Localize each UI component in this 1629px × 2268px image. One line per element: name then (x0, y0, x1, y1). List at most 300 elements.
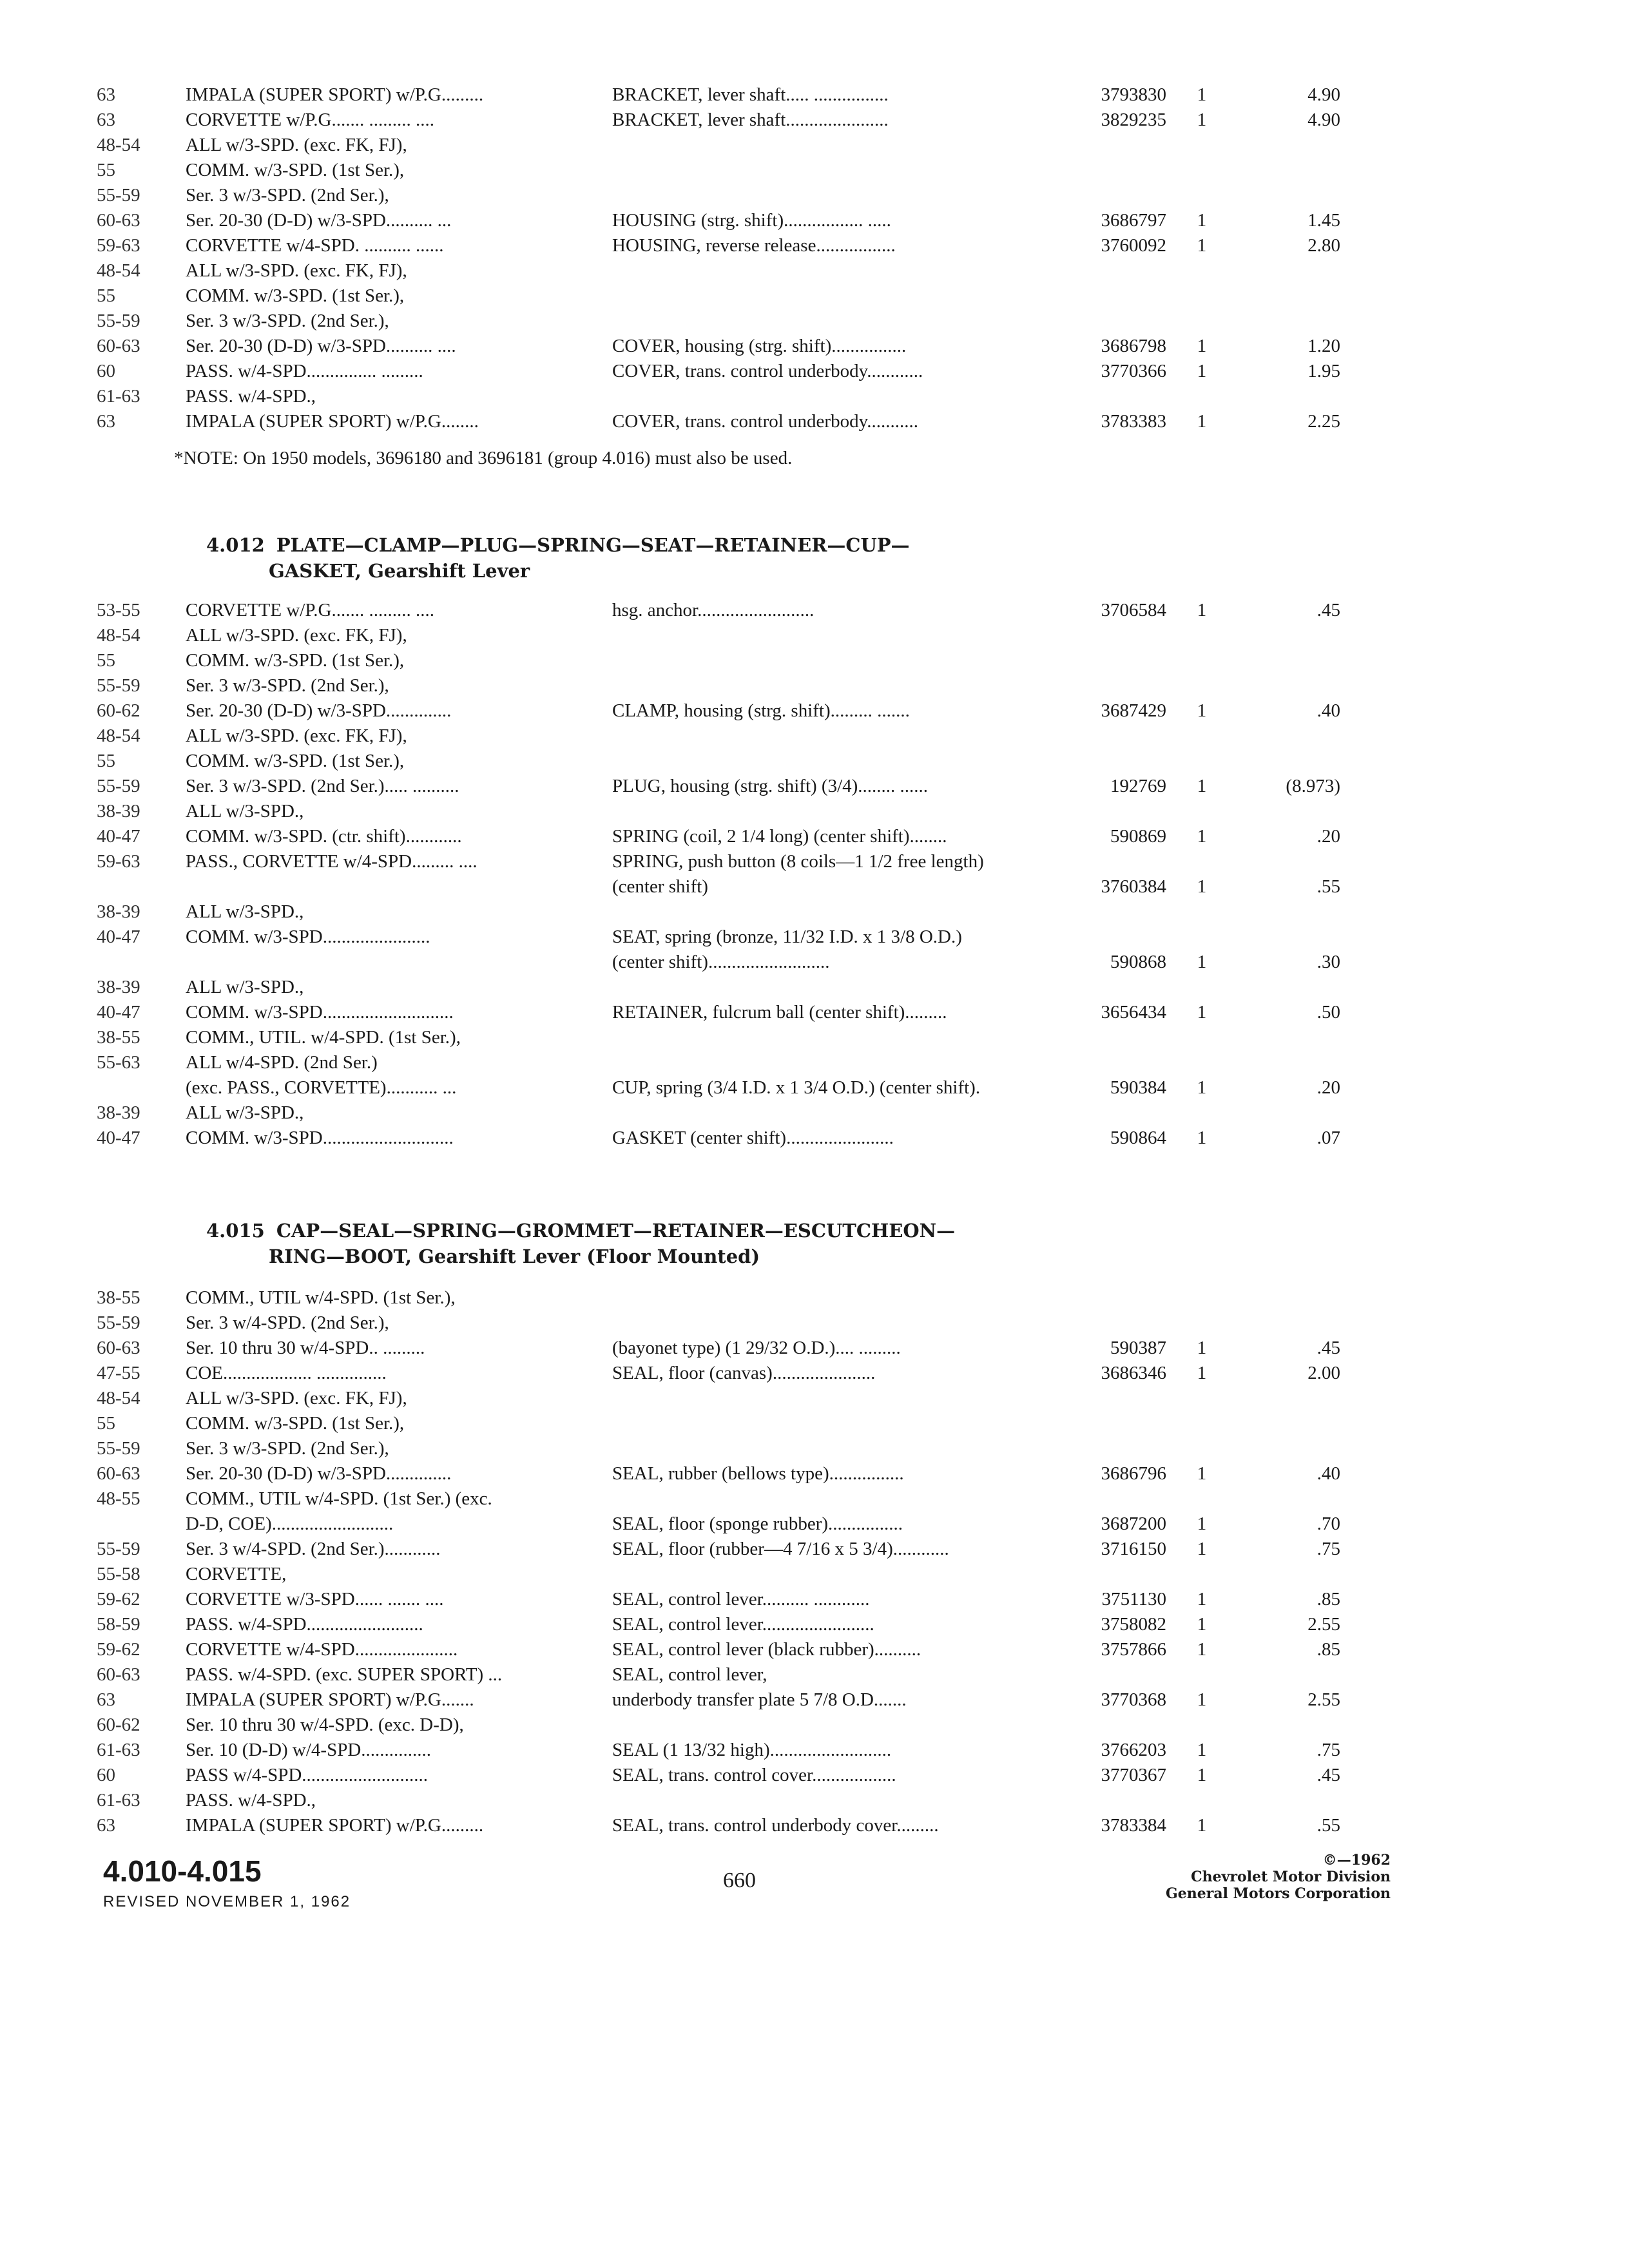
table-row (97, 1336, 1385, 1361)
table-row (97, 874, 1385, 899)
year-range: 59-62 (97, 1639, 140, 1660)
table-row (97, 158, 1385, 183)
part-number: 3706584 (1101, 600, 1166, 620)
quantity: 1 (1197, 1740, 1207, 1760)
table-row (97, 975, 1385, 1000)
year-range: 38-39 (97, 801, 140, 822)
table-row (97, 774, 1385, 799)
table-row (97, 1486, 1385, 1512)
application: Ser. 3 w/3-SPD. (2nd Ser.)..... .......... (186, 776, 459, 796)
year-range: 55-58 (97, 1564, 140, 1584)
part-number: 3757866 (1101, 1639, 1166, 1660)
application: Ser. 3 w/3-SPD. (2nd Ser.), (186, 311, 389, 331)
part-description: RETAINER, fulcrum ball (center shift)......... (612, 1002, 947, 1023)
part-description: CLAMP, housing (strg. shift)......... ....... (612, 700, 910, 721)
part-number: 3751130 (1101, 1589, 1166, 1610)
year-range: 63 (97, 84, 115, 105)
application: D-D, COE).......................... (186, 1514, 394, 1534)
year-range: 59-63 (97, 851, 140, 872)
part-number: 3793830 (1101, 84, 1166, 105)
part-description: SEAL, control lever (black rubber).......... (612, 1639, 921, 1660)
table-row (97, 1311, 1385, 1336)
application: ALL w/3-SPD., (186, 977, 304, 997)
year-range: 53-55 (97, 600, 140, 620)
year-range: 60-63 (97, 1664, 140, 1685)
table-row (97, 1612, 1385, 1637)
footer-left (103, 1854, 351, 1911)
application: ALL w/3-SPD. (exc. FK, FJ), (186, 1388, 407, 1408)
quantity: 1 (1197, 1463, 1207, 1484)
footer-right (1166, 1852, 1391, 1902)
year-range: 63 (97, 1815, 115, 1836)
quantity: 1 (1197, 411, 1207, 432)
table-row (97, 673, 1385, 698)
quantity: 1 (1197, 1689, 1207, 1710)
quantity: 1 (1197, 1765, 1207, 1785)
part-number: 3770367 (1101, 1765, 1166, 1785)
table-row (97, 133, 1385, 158)
copyright: ©—1962 (1322, 1852, 1391, 1869)
part-description: SEAL, control lever........................ (612, 1614, 874, 1635)
application: COMM., UTIL. w/4-SPD. (1st Ser.), (186, 1027, 461, 1048)
application: Ser. 3 w/4-SPD. (2nd Ser.), (186, 1312, 389, 1333)
table-row (97, 849, 1385, 874)
year-range: 40-47 (97, 927, 140, 947)
year-range: 38-55 (97, 1027, 140, 1048)
table-row (97, 1637, 1385, 1662)
application: Ser. 10 (D-D) w/4-SPD............... (186, 1740, 432, 1760)
price: .70 (1316, 1514, 1340, 1534)
part-number: 3783383 (1101, 411, 1166, 432)
application: IMPALA (SUPER SPORT) w/P.G......... (186, 1815, 484, 1836)
quantity: 1 (1197, 1077, 1207, 1098)
part-number: 590864 (1110, 1128, 1166, 1148)
application: Ser. 3 w/3-SPD. (2nd Ser.), (186, 185, 389, 206)
part-number: 3829235 (1101, 110, 1166, 130)
year-range: 59-62 (97, 1589, 140, 1610)
part-number: 3783384 (1101, 1815, 1166, 1836)
year-range: 61-63 (97, 1790, 140, 1811)
application: COMM. w/3-SPD. (1st Ser.), (186, 1413, 405, 1434)
year-range: 40-47 (97, 1128, 140, 1148)
price: .20 (1316, 1077, 1340, 1098)
year-range: 60-63 (97, 1463, 140, 1484)
year-range: 55 (97, 285, 115, 306)
application: ALL w/3-SPD. (exc. FK, FJ), (186, 726, 407, 746)
table-row (97, 1361, 1385, 1386)
year-range: 60-63 (97, 1338, 140, 1358)
price: 1.95 (1307, 361, 1340, 381)
year-range: 55-59 (97, 1312, 140, 1333)
table-row (97, 409, 1385, 434)
quantity: 1 (1197, 1614, 1207, 1635)
application: Ser. 3 w/3-SPD. (2nd Ser.), (186, 1438, 389, 1459)
application: COMM. w/3-SPD. (1st Ser.), (186, 285, 405, 306)
part-number: 590384 (1110, 1077, 1166, 1098)
price: 2.25 (1307, 411, 1340, 432)
table-row (97, 108, 1385, 133)
part-number: 3760384 (1101, 876, 1166, 897)
table-row (97, 698, 1385, 724)
quantity: 1 (1197, 235, 1207, 256)
application: ALL w/3-SPD. (exc. FK, FJ), (186, 625, 407, 646)
year-range: 59-63 (97, 235, 140, 256)
year-range: 63 (97, 411, 115, 432)
quantity: 1 (1197, 1639, 1207, 1660)
application: CORVETTE w/3-SPD...... ....... .... (186, 1589, 444, 1610)
part-number: 590387 (1110, 1338, 1166, 1358)
table-row (97, 623, 1385, 648)
table-row (97, 950, 1385, 975)
application: Ser. 20-30 (D-D) w/3-SPD.......... .... (186, 336, 456, 356)
application: CORVETTE w/4-SPD. .......... ...... (186, 235, 444, 256)
application: Ser. 10 thru 30 w/4-SPD. (exc. D-D), (186, 1715, 464, 1735)
price: .07 (1316, 1128, 1340, 1148)
year-range: 55 (97, 1413, 115, 1434)
parts-table-4015 (97, 1285, 1385, 1838)
table-row (97, 1813, 1385, 1838)
part-number: 3770366 (1101, 361, 1166, 381)
table-row (97, 1687, 1385, 1713)
price: .55 (1316, 876, 1340, 897)
table-row (97, 1713, 1385, 1738)
price: .40 (1316, 1463, 1340, 1484)
part-number: 590869 (1110, 826, 1166, 847)
table-row (97, 208, 1385, 233)
part-number: 3766203 (1101, 1740, 1166, 1760)
part-description: SEAL (1 13/32 high).......................... (612, 1740, 892, 1760)
price: .75 (1316, 1740, 1340, 1760)
table-row (97, 598, 1385, 623)
part-number: 3687429 (1101, 700, 1166, 721)
parts-table-4012 (97, 598, 1385, 1151)
price: .85 (1316, 1639, 1340, 1660)
price: .45 (1316, 1338, 1340, 1358)
part-description: SEAT, spring (bronze, 11/32 I.D. x 1 3/8 O.D.) (612, 927, 962, 947)
division-name: Chevrolet Motor Division (1191, 1869, 1391, 1885)
table-row (97, 799, 1385, 824)
quantity: 1 (1197, 336, 1207, 356)
price: 2.55 (1307, 1689, 1340, 1710)
table-row (97, 82, 1385, 108)
table-row (97, 258, 1385, 284)
year-range: 55-59 (97, 1539, 140, 1559)
part-number: 3758082 (1101, 1614, 1166, 1635)
table-row (97, 724, 1385, 749)
section-heading-4015 (206, 1218, 955, 1269)
application: ALL w/3-SPD., (186, 801, 304, 822)
quantity: 1 (1197, 210, 1207, 231)
year-range: 60-62 (97, 700, 140, 721)
part-description: (center shift) (612, 876, 708, 897)
application: COMM. w/3-SPD....................... (186, 927, 430, 947)
year-range: 60-62 (97, 1715, 140, 1735)
part-number: 3686346 (1101, 1363, 1166, 1383)
application: Ser. 20-30 (D-D) w/3-SPD.............. (186, 1463, 452, 1484)
quantity: 1 (1197, 1514, 1207, 1534)
application: IMPALA (SUPER SPORT) w/P.G....... (186, 1689, 474, 1710)
part-number: 3770368 (1101, 1689, 1166, 1710)
section-number: 4.012 (206, 534, 265, 556)
application: ALL w/4-SPD. (2nd Ser.) (186, 1052, 378, 1073)
part-description: CUP, spring (3/4 I.D. x 1 3/4 O.D.) (center shift). (612, 1077, 981, 1098)
part-number: 3687200 (1101, 1514, 1166, 1534)
part-description: (bayonet type) (1 29/32 O.D.).... ......... (612, 1338, 901, 1358)
table-row (97, 1025, 1385, 1050)
part-number: 3716150 (1101, 1539, 1166, 1559)
year-range: 40-47 (97, 826, 140, 847)
year-range: 55-59 (97, 185, 140, 206)
application: PASS. w/4-SPD......................... (186, 1614, 423, 1635)
part-description: hsg. anchor......................... (612, 600, 815, 620)
application: PASS. w/4-SPD., (186, 1790, 316, 1811)
part-description: SEAL, trans. control underbody cover......... (612, 1815, 939, 1836)
quantity: 1 (1197, 1589, 1207, 1610)
table-row (97, 384, 1385, 409)
part-description: BRACKET, lever shaft..... ................ (612, 84, 889, 105)
year-range: 48-54 (97, 625, 140, 646)
corporation-name: General Motors Corporation (1165, 1885, 1391, 1902)
price: 4.90 (1307, 110, 1340, 130)
year-range: 47-55 (97, 1363, 140, 1383)
table-row (97, 233, 1385, 258)
table-row (97, 1000, 1385, 1025)
application: Ser. 3 w/4-SPD. (2nd Ser.)............ (186, 1539, 441, 1559)
application: COMM. w/3-SPD. (1st Ser.), (186, 650, 405, 671)
quantity: 1 (1197, 1815, 1207, 1836)
table-row (97, 1411, 1385, 1436)
part-number: 3760092 (1101, 235, 1166, 256)
quantity: 1 (1197, 600, 1207, 620)
price: 2.80 (1307, 235, 1340, 256)
price: .20 (1316, 826, 1340, 847)
table-row (97, 1100, 1385, 1126)
part-description: HOUSING, reverse release................. (612, 235, 896, 256)
application: CORVETTE w/P.G....... ......... .... (186, 110, 434, 130)
table-row (97, 1587, 1385, 1612)
table-row (97, 1562, 1385, 1587)
table-row (97, 1126, 1385, 1151)
application: Ser. 10 thru 30 w/4-SPD.. ......... (186, 1338, 425, 1358)
application: Ser. 3 w/3-SPD. (2nd Ser.), (186, 675, 389, 696)
year-range: 60 (97, 1765, 115, 1785)
table-row (97, 899, 1385, 925)
application: CORVETTE, (186, 1564, 287, 1584)
application: COMM. w/3-SPD. (1st Ser.), (186, 160, 405, 180)
table-row (97, 648, 1385, 673)
year-range: 60-63 (97, 210, 140, 231)
price: 1.45 (1307, 210, 1340, 231)
part-description: PLUG, housing (strg. shift) (3/4)........ ...... (612, 776, 929, 796)
table-row (97, 359, 1385, 384)
part-number: 590868 (1110, 952, 1166, 972)
part-description: SEAL, floor (sponge rubber)................ (612, 1514, 903, 1534)
year-range: 38-39 (97, 1102, 140, 1123)
section-title-line1: CAP—SEAL—SPRING—GROMMET—RETAINER—ESCUTCHEON— (276, 1220, 956, 1242)
quantity: 1 (1197, 1539, 1207, 1559)
year-range: 55-59 (97, 1438, 140, 1459)
table-row (97, 183, 1385, 208)
application: CORVETTE w/4-SPD...................... (186, 1639, 458, 1660)
table-row (97, 284, 1385, 309)
application: Ser. 20-30 (D-D) w/3-SPD.............. (186, 700, 452, 721)
application: COMM., UTIL w/4-SPD. (1st Ser.), (186, 1287, 456, 1308)
year-range: 55-59 (97, 311, 140, 331)
year-range: 38-39 (97, 901, 140, 922)
price: .75 (1316, 1539, 1340, 1559)
part-description: BRACKET, lever shaft...................... (612, 110, 889, 130)
application: COE................... ............... (186, 1363, 387, 1383)
part-description: SPRING (coil, 2 1/4 long) (center shift)........ (612, 826, 947, 847)
year-range: 55-59 (97, 675, 140, 696)
quantity: 1 (1197, 361, 1207, 381)
quantity: 1 (1197, 1128, 1207, 1148)
application: PASS. w/4-SPD., (186, 386, 316, 407)
application: PASS., CORVETTE w/4-SPD......... .... (186, 851, 477, 872)
quantity: 1 (1197, 700, 1207, 721)
price: 2.55 (1307, 1614, 1340, 1635)
quantity: 1 (1197, 776, 1207, 796)
part-description: SEAL, floor (canvas)...................... (612, 1363, 876, 1383)
footnote: *NOTE: On 1950 models, 3696180 and 3696181 (group 4.016) must also be used. (174, 448, 793, 468)
table-row (97, 1763, 1385, 1788)
application: COMM., UTIL w/4-SPD. (1st Ser.) (exc. (186, 1488, 492, 1509)
part-number: 3686796 (1101, 1463, 1166, 1484)
application: ALL w/3-SPD. (exc. FK, FJ), (186, 135, 407, 155)
table-row (97, 334, 1385, 359)
year-range: 63 (97, 110, 115, 130)
year-range: 58-59 (97, 1614, 140, 1635)
application: PASS. w/4-SPD. (exc. SUPER SPORT) ... (186, 1664, 503, 1685)
section-number: 4.015 (206, 1220, 265, 1242)
part-number: 192769 (1110, 776, 1166, 796)
year-range: 61-63 (97, 386, 140, 407)
year-range: 48-54 (97, 260, 140, 281)
application: IMPALA (SUPER SPORT) w/P.G........ (186, 411, 479, 432)
price: .45 (1316, 600, 1340, 620)
application: COMM. w/3-SPD............................ (186, 1128, 454, 1148)
table-row (97, 824, 1385, 849)
year-range: 55-63 (97, 1052, 140, 1073)
application: PASS. w/4-SPD............... ......... (186, 361, 423, 381)
year-range: 63 (97, 1689, 115, 1710)
section-heading-4012 (206, 532, 910, 584)
year-range: 55 (97, 650, 115, 671)
year-range: 38-55 (97, 1287, 140, 1308)
table-row (97, 1512, 1385, 1537)
price: .40 (1316, 700, 1340, 721)
table-row (97, 1788, 1385, 1813)
quantity: 1 (1197, 84, 1207, 105)
part-description: SEAL, floor (rubber—4 7/16 x 5 3/4)............ (612, 1539, 949, 1559)
price: 1.20 (1307, 336, 1340, 356)
application: ALL w/3-SPD., (186, 1102, 304, 1123)
part-description: COVER, trans. control underbody........... (612, 411, 918, 432)
section-title-line2: RING—BOOT, Gearshift Lever (Floor Mounted) (269, 1245, 760, 1267)
year-range: 48-54 (97, 726, 140, 746)
section-range-code: 4.010-4.015 (103, 1854, 262, 1888)
table-row (97, 1537, 1385, 1562)
application: CORVETTE w/P.G....... ......... .... (186, 600, 434, 620)
table-row (97, 749, 1385, 774)
table-row (97, 1285, 1385, 1311)
price: .45 (1316, 1765, 1340, 1785)
section-title-line1: PLATE—CLAMP—PLUG—SPRING—SEAT—RETAINER—CUP— (276, 534, 910, 556)
table-row (97, 1662, 1385, 1687)
part-description: underbody transfer plate 5 7/8 O.D....... (612, 1689, 907, 1710)
table-row (97, 1050, 1385, 1075)
application: PASS w/4-SPD........................... (186, 1765, 429, 1785)
quantity: 1 (1197, 876, 1207, 897)
part-description: SEAL, trans. control cover.................. (612, 1765, 896, 1785)
part-description: SEAL, control lever.......... ............ (612, 1589, 870, 1610)
quantity: 1 (1197, 826, 1207, 847)
year-range: 55 (97, 751, 115, 771)
application: (exc. PASS., CORVETTE)........... ... (186, 1077, 457, 1098)
application: COMM. w/3-SPD............................ (186, 1002, 454, 1023)
application: COMM. w/3-SPD. (ctr. shift)............ (186, 826, 462, 847)
price: (8.973) (1286, 776, 1340, 796)
year-range: 55-59 (97, 776, 140, 796)
quantity: 1 (1197, 1338, 1207, 1358)
price: 4.90 (1307, 84, 1340, 105)
quantity: 1 (1197, 952, 1207, 972)
part-description: COVER, trans. control underbody............ (612, 361, 923, 381)
quantity: 1 (1197, 110, 1207, 130)
table-row (97, 925, 1385, 950)
table-row (97, 1436, 1385, 1461)
table-row (97, 1386, 1385, 1411)
application: ALL w/3-SPD., (186, 901, 304, 922)
parts-table-top (97, 82, 1385, 434)
price: .55 (1316, 1815, 1340, 1836)
section-title-line2: GASKET, Gearshift Lever (269, 560, 530, 582)
quantity: 1 (1197, 1002, 1207, 1023)
price: 2.00 (1307, 1363, 1340, 1383)
table-row (97, 309, 1385, 334)
table-row (97, 1738, 1385, 1763)
year-range: 55 (97, 160, 115, 180)
application: COMM. w/3-SPD. (1st Ser.), (186, 751, 405, 771)
price: .30 (1316, 952, 1340, 972)
year-range: 38-39 (97, 977, 140, 997)
part-description: SEAL, rubber (bellows type)................ (612, 1463, 904, 1484)
application: IMPALA (SUPER SPORT) w/P.G......... (186, 84, 484, 105)
price: .85 (1316, 1589, 1340, 1610)
table-row (97, 1461, 1385, 1486)
part-number: 3656434 (1101, 1002, 1166, 1023)
part-description: GASKET (center shift)....................... (612, 1128, 894, 1148)
quantity: 1 (1197, 1363, 1207, 1383)
part-description: (center shift).......................... (612, 952, 830, 972)
price: .50 (1316, 1002, 1340, 1023)
part-description: COVER, housing (strg. shift)................ (612, 336, 907, 356)
revision-date: REVISED NOVEMBER 1, 1962 (103, 1893, 351, 1910)
year-range: 48-55 (97, 1488, 140, 1509)
year-range: 61-63 (97, 1740, 140, 1760)
year-range: 60-63 (97, 336, 140, 356)
part-description: HOUSING (strg. shift)................. ..... (612, 210, 891, 231)
part-number: 3686797 (1101, 210, 1166, 231)
application: Ser. 20-30 (D-D) w/3-SPD.......... ... (186, 210, 452, 231)
part-number: 3686798 (1101, 336, 1166, 356)
table-row (97, 1075, 1385, 1100)
year-range: 40-47 (97, 1002, 140, 1023)
page-number: 660 (723, 1869, 756, 1892)
year-range: 48-54 (97, 135, 140, 155)
part-description: SEAL, control lever, (612, 1664, 767, 1685)
year-range: 48-54 (97, 1388, 140, 1408)
